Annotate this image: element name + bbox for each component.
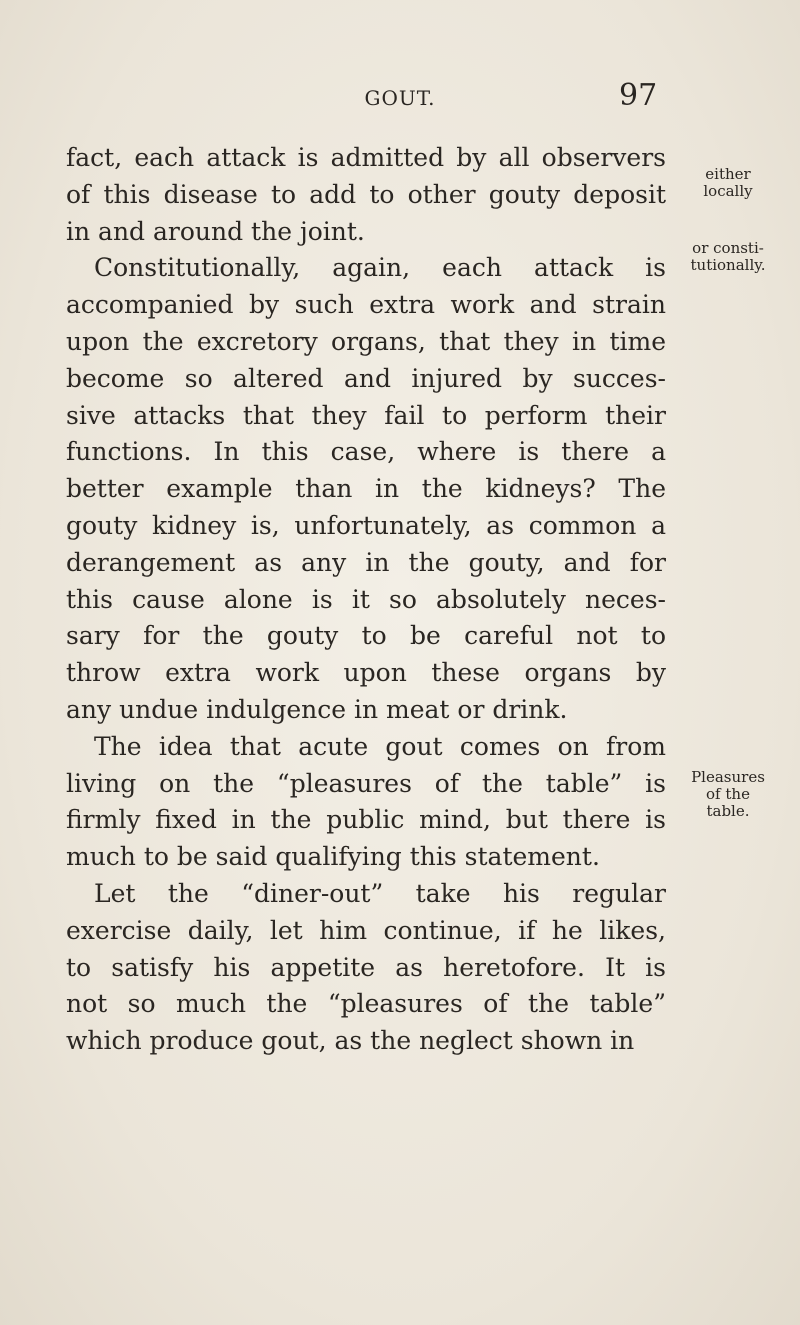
margin-note-line: Pleasures: [691, 768, 765, 786]
margin-note-line: or consti-: [692, 239, 764, 257]
text-line: any undue indulgence in meat or drink.: [66, 694, 568, 724]
text-line: fact, each attack is admitted by all observers: [66, 143, 666, 172]
text-line: to satisfy his appetite as heretofore. It is: [66, 952, 666, 982]
body-text: [66, 140, 666, 1060]
margin-note-line: of the: [706, 785, 750, 803]
text-line: derangement as any in the gouty, and for: [66, 547, 666, 577]
text-line: which produce gout, as the neglect shown in: [66, 1026, 635, 1056]
text-line: accompanied by such extra work and strain: [66, 290, 666, 320]
text-line: sive attacks that they fail to perform their: [66, 400, 666, 430]
text-line: this cause alone is it so absolutely neces-: [66, 584, 666, 614]
margin-note-either-locally: [668, 166, 788, 200]
margin-note-pleasures-of-the-table: [668, 769, 788, 820]
text-line: become so altered and injured by succes-: [66, 363, 666, 393]
text-line: upon the excretory organs, that they in time: [66, 326, 666, 356]
text-line: of this disease to add to other gouty deposit: [66, 179, 666, 209]
text-line: Let the “diner-out” take his regular: [94, 878, 666, 908]
text-line: much to be said qualifying this statement.: [66, 842, 600, 872]
text-line: firmly fixed in the public mind, but there is: [66, 805, 666, 835]
page-number: 97: [619, 78, 658, 113]
margin-note-line: either: [705, 165, 751, 183]
text-line: throw extra work upon these organs by: [66, 658, 666, 688]
text-line: sary for the gouty to be careful not to: [66, 621, 666, 651]
text-line: gouty kidney is, unfortunately, as common a: [66, 510, 666, 540]
text-line: exercise daily, let him continue, if he likes,: [66, 915, 666, 945]
running-title: GOUT.: [364, 86, 436, 110]
margin-note-line: table.: [706, 802, 750, 820]
text-line: better example than in the kidneys? The: [66, 474, 666, 504]
margin-note-line: locally: [703, 182, 753, 200]
text-line: in and around the joint.: [66, 216, 365, 246]
text-line: living on the “pleasures of the table” is: [66, 768, 666, 798]
margin-note-line: tutionally.: [690, 256, 766, 274]
text-line: functions. In this case, where is there a: [66, 437, 666, 467]
text-line: not so much the “pleasures of the table”: [66, 989, 666, 1019]
text-line: The idea that acute gout comes on from: [94, 731, 666, 761]
margin-note-constitutionally: [668, 240, 788, 274]
text-line: Constitutionally, again, each attack is: [94, 253, 666, 283]
